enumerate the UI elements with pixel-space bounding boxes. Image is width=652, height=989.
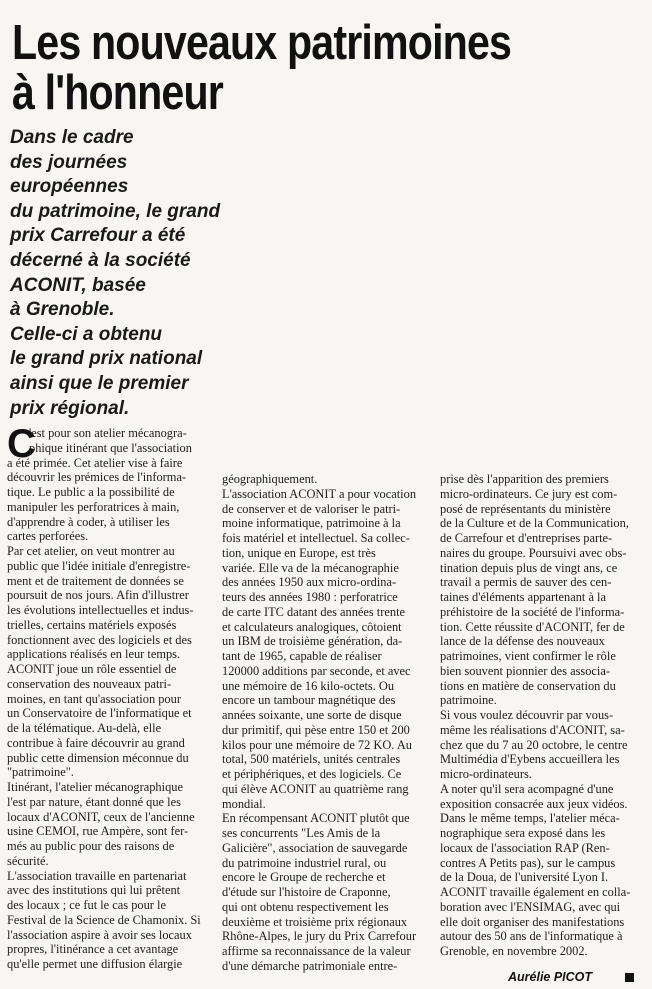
body-line: patrimoine. (440, 693, 497, 708)
body-line: ses concurrents "Les Amis de la (222, 826, 381, 840)
body-line: d'apprendre à coder, à utiliser les (7, 514, 170, 529)
body-line: tique. Le public a la possibilité de (7, 485, 175, 499)
body-line: manipuler les perforatrices à main, (7, 499, 180, 514)
intro-line: ainsi que le premier (10, 372, 189, 394)
body-line: géographiquement. (222, 472, 318, 486)
intro-line: prix Carrefour a été (10, 225, 186, 247)
body-line: deuxième et troisième prix régionaux (222, 914, 408, 929)
body-line: ment et de traitement de données se (7, 573, 184, 588)
body-line: més au public pour des raisons de (7, 839, 175, 853)
body-line: même les réalisations d'ACONIT, sa- (440, 722, 625, 737)
body-line: micro-ordinateurs. Ce jury est com- (440, 486, 618, 501)
intro-line: Celle-ci a obtenu (10, 323, 163, 345)
body-line: Multimédia d'Eybens accueillera les (440, 752, 620, 767)
body-line: de la Doua, de l'université Lyon I. (440, 870, 609, 885)
body-line: naires du groupe. Poursuivi avec obs- (440, 545, 627, 560)
body-line: Festival de la Science de Chamonix. Si (7, 912, 201, 927)
end-of-article-mark (625, 973, 634, 982)
drop-cap: C (7, 422, 36, 466)
article-intro (10, 126, 270, 421)
body-line: ACONIT joue un rôle essentiel de (7, 662, 177, 676)
body-line: poursuit de nos jours. Afin d'illustrer (7, 588, 189, 603)
intro-line: le grand prix national (10, 348, 203, 370)
body-line: un Conservatoire de l'informatique et (7, 706, 192, 721)
intro-line: ACONIT, basée (10, 274, 146, 296)
body-line: d'étude sur l'histoire de Craponne, (222, 885, 391, 899)
body-line: dur primitif, qui pèse entre 150 et 200 (222, 722, 410, 737)
body-line: tion, unique en Europe, est très (222, 545, 376, 560)
body-line: phique itinérant que l'association (29, 440, 192, 455)
body-line: une mémoire de 16 kilo-octets. Ou (222, 678, 395, 693)
body-line: contribue à faire découvrir au grand (7, 735, 185, 750)
body-line: En récompensant ACONIT plutôt que (222, 811, 410, 826)
body-line-text: 'est pour son atelier mécanogra- (29, 426, 187, 440)
body-line: public cette dimension méconnue du (7, 750, 189, 765)
body-line: a été primée. Cet atelier vise à faire (7, 455, 183, 470)
body-line: tination depuis plus de vingt ans, ce (440, 560, 618, 575)
body-line: l'association aspire à avoir ses locaux (7, 927, 192, 942)
body-line: Grenoble, en novembre 2002. (440, 944, 588, 958)
body-line: ACONIT travaille également en colla- (440, 885, 631, 899)
body-line: un IBM de troisième génération, da- (222, 634, 403, 649)
article-headline (12, 18, 541, 118)
body-line: cartes perforées. (7, 529, 89, 544)
body-line: exposition consacrée aux jeux vidéos. (440, 796, 628, 811)
intro-line: des journées (10, 151, 128, 173)
headline-line: Les nouveaux patrimoines (12, 16, 512, 70)
body-line: encore le Groupe de recherche et (222, 870, 386, 885)
body-line: moines, en tant qu'association pour (7, 691, 181, 706)
body-line: chez que du 7 au 20 octobre, le centre (440, 737, 628, 752)
body-line: boration avec l'ENSIMAG, avec qui (440, 899, 621, 914)
body-line: patrimoines, vient confirmer le rôle (440, 649, 616, 663)
headline-line: à l'honneur (12, 66, 223, 120)
body-line: de la Culture et de la Communication, (440, 516, 629, 531)
body-line: prise dès l'apparition des premiers (440, 472, 609, 486)
body-line: nographique sera exposé dans les (440, 826, 606, 840)
body-line: l'est par nature, étant donné que les (7, 794, 181, 809)
body-line: sécurité. (7, 853, 49, 868)
body-line: du patrimoine industriel rural, ou (222, 855, 387, 870)
body-line: et périphériques, et des logiciels. Ce (222, 767, 402, 781)
body-line: variée. Elle va de la mécanographie (222, 560, 399, 575)
body-line: tion. Cette réussite d'ACONIT, fer de (440, 619, 625, 634)
body-line: fonctionnent avec des logiciels et des (7, 632, 192, 647)
body-line: années soixante, une sorte de disque (222, 708, 402, 722)
body-line: qui ont obtenu respectivement les (222, 899, 389, 914)
body-line: qui élève ACONIT au quatrième rang (222, 781, 409, 796)
body-line: de conserver et de valoriser le patri- (222, 501, 401, 516)
body-line: Itinérant, l'atelier mécanographique (7, 780, 183, 794)
body-line: conservation des nouveaux patri- (7, 676, 172, 691)
body-line: propres, l'itinérance a cet avantage (7, 942, 179, 957)
body-line: préhistoire de la société de l'informa- (440, 604, 625, 619)
body-line: L'association ACONIT a pour vocation (222, 486, 417, 501)
body-line: les évolutions intellectuelles et indus- (7, 603, 194, 617)
intro-line: décerné à la société (10, 249, 191, 271)
body-line: encore un tambour magnétique des (222, 693, 396, 708)
body-line: tions en matière de conservation du (440, 678, 616, 693)
body-column-2 (222, 472, 428, 974)
body-line: autour des 50 ans de l'informatique à (440, 929, 623, 944)
body-line: Rhône-Alpes, le jury du Prix Carrefour (222, 929, 417, 944)
body-column-3 (440, 472, 647, 959)
body-line: tant de 1965, capable de réaliser (222, 649, 382, 663)
body-line: affirme sa reconnaissance de la valeur (222, 944, 411, 958)
intro-line: à Grenoble. (10, 299, 115, 321)
body-line: total, 500 matériels, unités centrales (222, 752, 401, 767)
body-column-1 (7, 422, 212, 972)
body-line: fois matériel et intellectuel. Sa collec- (222, 531, 410, 545)
body-line: elle doit organiser des manifestations (440, 914, 625, 929)
intro-line: Dans le cadre (10, 127, 134, 148)
body-line: "patrimoine". (7, 765, 74, 780)
body-line: kilos pour une mémoire de 72 KO. Au (222, 737, 412, 752)
body-line: avec des institutions qui lui prêtent (7, 883, 181, 898)
intro-line: du patrimoine, le grand (10, 200, 221, 222)
body-line: lance de la défense des nouveaux (440, 634, 605, 649)
body-line: de la télématique. Au-delà, elle (7, 721, 162, 735)
body-line: A noter qu'il sera acompagné d'une (440, 781, 614, 796)
body-line: Dans le même temps, l'atelier méca- (440, 811, 620, 826)
body-line: et calculateurs analogiques, côtoient (222, 619, 402, 634)
body-line: micro-ordinateurs. (440, 767, 532, 781)
body-line: qu'elle permet une diffusion élargie (7, 957, 183, 971)
body-line: Par cet atelier, on veut montrer au (7, 544, 175, 558)
body-line: de Carrefour et d'entreprises parte- (440, 531, 613, 545)
body-line: bien souvent pionnier des associa- (440, 663, 610, 678)
body-line: L'association travaille en partenariat (7, 868, 187, 883)
body-line: locaux de l'association RAP (Ren- (440, 840, 610, 855)
body-line: mondial. (222, 796, 266, 811)
author-byline: Aurélie PICOT (508, 970, 593, 984)
body-line: public que l'idée initiale d'enregistre- (7, 558, 191, 573)
body-line: applications réalisés en leur temps. (7, 647, 181, 662)
body-line: découvrir les prémices de l'informa- (7, 470, 187, 485)
body-line: des locaux ; ce fut le cas pour le (7, 898, 166, 912)
body-line: travail a permis de sauver des cen- (440, 575, 612, 590)
intro-line: européennes (10, 176, 129, 198)
body-line: usine CEMOI, rue Ampère, sont fer- (7, 824, 189, 839)
body-line: des années 1950 aux micro-ordina- (222, 575, 397, 590)
body-line: moine informatique, patrimoine à la (222, 516, 401, 531)
body-line: locaux d'ACONIT, ceux de l'ancienne (7, 809, 195, 824)
body-line: Galicière", association de sauvegarde (222, 840, 408, 855)
body-line: de carte ITC datant des années trente (222, 604, 406, 619)
body-line: 120000 additions par seconde, et avec (222, 663, 411, 678)
body-line: trielles, certains matériels exposés (7, 617, 177, 632)
body-line: teurs des années 1980 : perforatrice (222, 590, 398, 604)
body-line: posé de représentants du ministère (440, 501, 611, 516)
body-line: Si vous voulez découvrir par vous- (440, 708, 614, 722)
body-line: d'une démarche patrimoniale entre- (222, 958, 398, 973)
body-line: contres A Petits pas), sur le campus (440, 855, 616, 870)
intro-line: prix régional. (10, 397, 130, 419)
body-line: taines d'éléments appartenant à la (440, 590, 606, 604)
